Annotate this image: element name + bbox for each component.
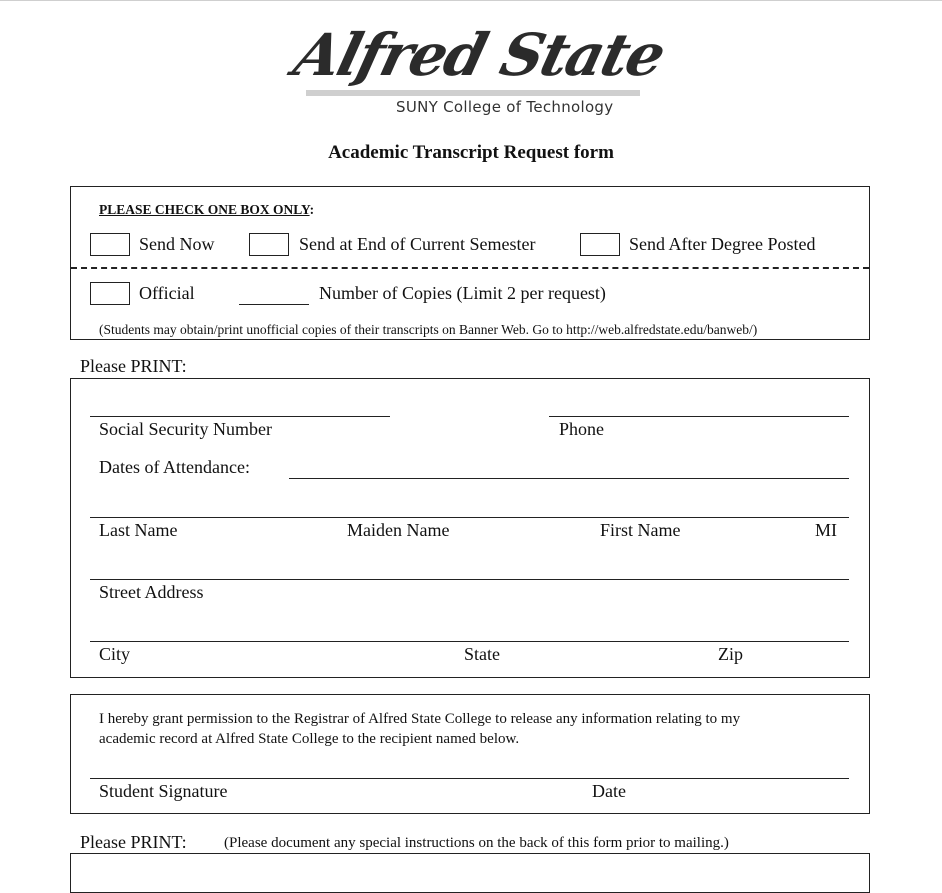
recipient-box [70,853,870,893]
send-now-checkbox[interactable] [90,233,130,256]
maiden-name-label: Maiden Name [347,520,450,540]
city-label: City [99,644,131,664]
logo-subtitle: SUNY College of Technology [396,98,614,116]
dates-attendance-field[interactable] [289,478,849,479]
last-name-label: Last Name [99,520,178,540]
phone-field[interactable] [549,416,849,417]
top-border [0,0,942,1]
student-signature-label: Student Signature [99,781,228,801]
zip-label: Zip [718,644,743,664]
signature-field[interactable] [90,778,849,779]
copies-label: Number of Copies (Limit 2 per request) [319,283,606,303]
send-now-label: Send Now [139,234,215,254]
name-field[interactable] [90,517,849,518]
ssn-field[interactable] [90,416,390,417]
first-name-label: First Name [600,520,681,540]
dates-attendance-label: Dates of Attendance: [99,457,250,477]
permission-text-line2: academic record at Alfred State College to the recipient named below. [99,731,520,747]
copies-count-field[interactable] [239,304,309,305]
city-state-zip-field[interactable] [90,641,849,642]
recipient-print-label: Please PRINT: [80,832,187,852]
instruction-colon: : [309,202,315,217]
check-one-instruction-text: PLEASE CHECK ONE BOX ONLY [99,202,310,217]
middle-initial-label: MI [815,520,837,540]
street-address-field[interactable] [90,579,849,580]
phone-label: Phone [559,419,604,439]
logo-wordmark: Alfred State [287,21,671,89]
state-label: State [464,644,500,664]
check-one-instruction [99,202,314,218]
permission-text-line1: I hereby grant permission to the Registrar of Alfred State College to release any information relating to my [99,711,741,727]
ssn-label: Social Security Number [99,419,272,439]
signature-date-label: Date [592,781,626,801]
dashed-divider [71,267,869,269]
official-checkbox[interactable] [90,282,130,305]
logo-underline [306,90,640,96]
alfred-state-logo [287,18,671,120]
street-address-label: Street Address [99,582,204,602]
special-instructions-note: (Please document any special instructions on the back of this form prior to mailing.) [224,835,729,851]
send-after-degree-checkbox[interactable] [580,233,620,256]
unofficial-copies-note: (Students may obtain/print unofficial copies of their transcripts on Banner Web. Go to http://web.alfredstate.edu/banweb/) [99,322,758,337]
form-title: Academic Transcript Request form [328,142,614,163]
send-after-degree-label: Send After Degree Posted [629,234,816,254]
send-end-semester-checkbox[interactable] [249,233,289,256]
please-print-label: Please PRINT: [80,356,187,376]
official-label: Official [139,283,195,303]
send-end-semester-label: Send at End of Current Semester [299,234,536,254]
